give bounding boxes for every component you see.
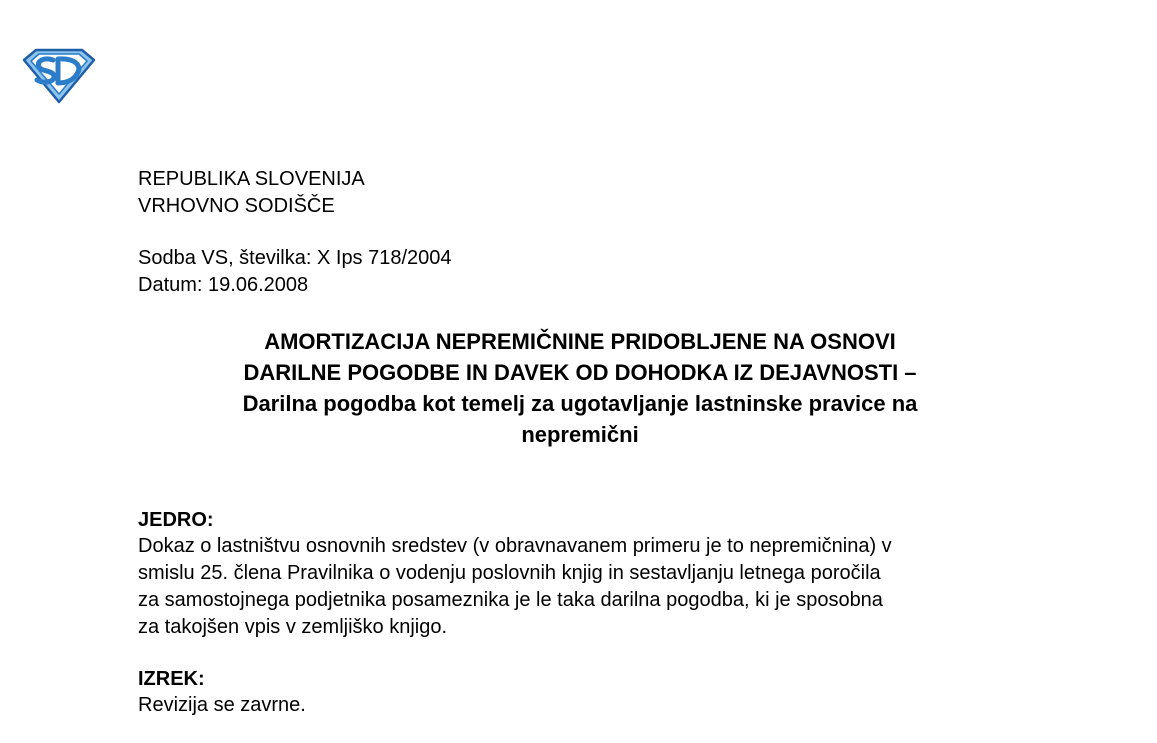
jedro-heading: JEDRO: (138, 509, 214, 531)
title-line-3: Darilna pogodba kot temelj za ugotavljanje lastninske pravice na (242, 391, 918, 416)
jedro-line-2: smislu 25. člena Pravilnika o vodenju poslovnih knjig in sestavljanju letnega poročila (138, 562, 881, 584)
jedro-line-1: Dokaz o lastništvu osnovnih sredstev (v obravnavanem primeru je to nepremičnina) v (138, 535, 892, 557)
izrek-paragraph: Revizija se zavrne. (138, 694, 306, 716)
sd-shield-logo-icon (22, 48, 96, 104)
izrek-heading: IZREK: (138, 668, 205, 690)
title-line-2: DARILNE POGODBE IN DAVEK OD DOHODKA IZ DEJAVNOSTI – (243, 360, 917, 385)
court-header (138, 166, 365, 220)
case-number: Sodba VS, številka: X Ips 718/2004 (138, 247, 452, 269)
title-line-1: AMORTIZACIJA NEPREMIČNINE PRIDOBLJENE NA OSNOVI (264, 329, 896, 354)
court-name-line: VRHOVNO SODIŠČE (138, 195, 335, 217)
document-title (138, 326, 1022, 450)
case-info (138, 245, 452, 299)
jedro-paragraph (138, 533, 892, 641)
country-line: REPUBLIKA SLOVENIJA (138, 168, 365, 190)
jedro-line-4: za takojšen vpis v zemljiško knjigo. (138, 616, 448, 638)
decision-date: Datum: 19.06.2008 (138, 274, 309, 296)
title-line-4: nepremični (521, 422, 639, 447)
jedro-line-3: za samostojnega podjetnika posameznika je le taka darilna pogodba, ki je sposobna (138, 589, 883, 611)
